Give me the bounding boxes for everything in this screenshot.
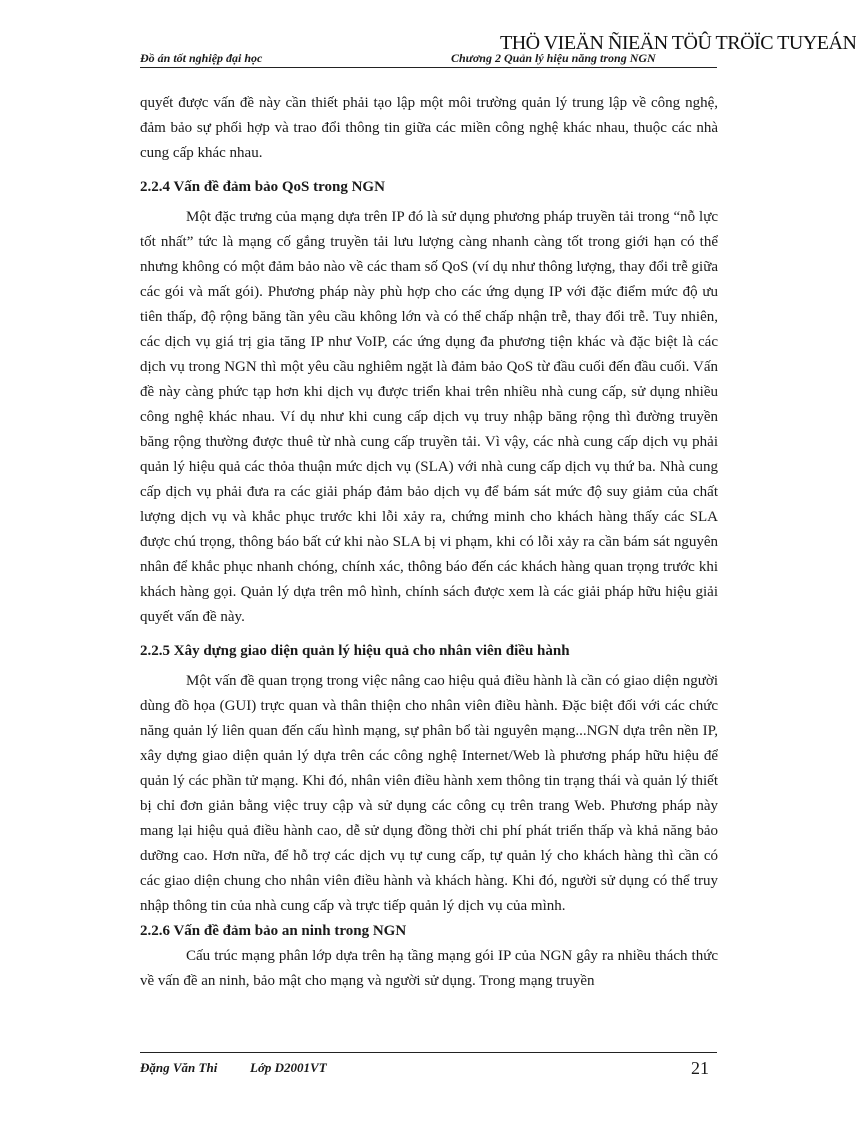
footer-class: Lớp D2001VT [250,1060,327,1075]
section-2-2-4-paragraph: Một đặc trưng của mạng dựa trên IP đó là sử dụng phương pháp truyền tải trong “nỗ lực tốt nhất” tức là mạng cố gắng truyền tải lưu lượng càng nhanh càng tốt trong giới hạn có thể nhưng không có một đảm bảo nào về các tham số QoS (ví dụ như thông lượng, thay đổi trễ giữa các gói và mất gói). Phương pháp này phù hợp cho các ứng dụng IP với đặc điểm mức độ ưu tiên thấp, độ rộng băng tần yêu cầu không lớn và có thể chấp nhận trễ, thay đổi trễ. Tuy nhiên, các dịch vụ giá trị gia tăng IP như VoIP, các ứng dụng đa phương tiện khác và đặc biệt là các dịch vụ trong NGN thì một yêu cầu nghiêm ngặt là đảm bảo QoS từ đầu cuối đến đầu cuối. Vấn đề này càng phức tạp hơn khi dịch vụ được triển khai trên nhiều nhà cung cấp, sử dụng nhiều công nghệ khác nhau. Ví dụ như khi cung cấp dịch vụ truy nhập băng rộng thì đường truyền băng rộng thường được thuê từ nhà cung cấp truyền tải. Vì vậy, các nhà cung cấp dịch vụ phải quản lý hiệu quả các thỏa thuận mức dịch vụ (SLA) với nhà cung cấp dịch vụ thứ ba. Nhà cung cấp dịch vụ phải đưa ra các giải pháp đảm bảo dịch vụ để bám sát mức độ suy giảm của chất lượng dịch vụ và khắc phục trước khi lỗi xảy ra, chứng minh cho khách hàng thấy các SLA được chú trọng, thông báo bất cứ khi nào SLA bị vi phạm, khi có lỗi xảy ra cần bám sát nguyên nhân để khắc phục nhanh chóng, chính xác, thông báo đến các khách hàng quan trọng trước khi khách hàng gọi. Quản lý dựa trên mô hình, chính sách được xem là các giải pháp hữu hiệu giải quyết vấn đề này. [140,209,718,625]
page-header [140,51,717,67]
footer-author: Đặng Văn Thi [140,1060,218,1075]
page-number: 21 [691,1058,709,1078]
header-chapter-title: Chương 2 Quản lý hiệu năng trong NGN [451,51,656,65]
header-divider [140,67,717,68]
page-footer [140,1058,717,1082]
page-body [140,91,718,994]
section-2-2-4-heading: 2.2.4 Vấn đề đảm bảo QoS trong NGN [140,179,385,195]
watermark-text: THÖ VIEÄN ÑIEÄN TÖÛ TRÖÏC TUYEÁN [500,32,856,54]
header-doc-title: Đồ án tốt nghiệp đại học [140,51,263,65]
section-2-2-6-heading: 2.2.6 Vấn đề đảm bảo an ninh trong NGN [140,923,407,939]
section-2-2-6-paragraph: Cấu trúc mạng phân lớp dựa trên hạ tầng mạng gói IP của NGN gây ra nhiều thách thức về vấn đề an ninh, bảo mật cho mạng và người sử dụng. Trong mạng truyền [140,948,718,989]
intro-paragraph: quyết được vấn đề này cần thiết phải tạo lập một môi trường quản lý trung lập về công nghệ, đảm bảo sự phối hợp và trao đổi thông tin giữa các miền công nghệ khác nhau, thuộc các nhà cung cấp khác nhau. [140,95,718,161]
section-2-2-5-heading: 2.2.5 Xây dựng giao diện quản lý hiệu quả cho nhân viên điều hành [140,643,570,659]
section-2-2-5-paragraph: Một vấn đề quan trọng trong việc nâng cao hiệu quả điều hành là cần có giao diện người dùng đồ họa (GUI) trực quan và thân thiện cho nhân viên điều hành. Đặc biệt đối với các chức năng quản lý liên quan đến cấu hình mạng, sự phân bổ tài nguyên mạng...NGN dựa trên nền IP, xây dựng giao diện quản lý dựa trên các công nghệ Internet/Web là phương pháp hữu hiệu để quản lý các phần tử mạng. Khi đó, nhân viên điều hành xem thông tin trạng thái và quản lý thiết bị chỉ đơn giản bằng việc truy cập và sử dụng các công cụ trên trang Web. Phương pháp này mang lại hiệu quả điều hành cao, dễ sử dụng đồng thời chi phí phát triển thấp và khả năng bảo dưỡng cao. Hơn nữa, để hỗ trợ các dịch vụ tự cung cấp, tự quản lý cho khách hàng thì cần có các giao diện chung cho nhân viên điều hành và khách hàng. Khi đó, người sử dụng có thể truy nhập thông tin của nhà cung cấp và trực tiếp quản lý dịch vụ của mình. [140,673,718,914]
footer-divider [140,1052,717,1053]
